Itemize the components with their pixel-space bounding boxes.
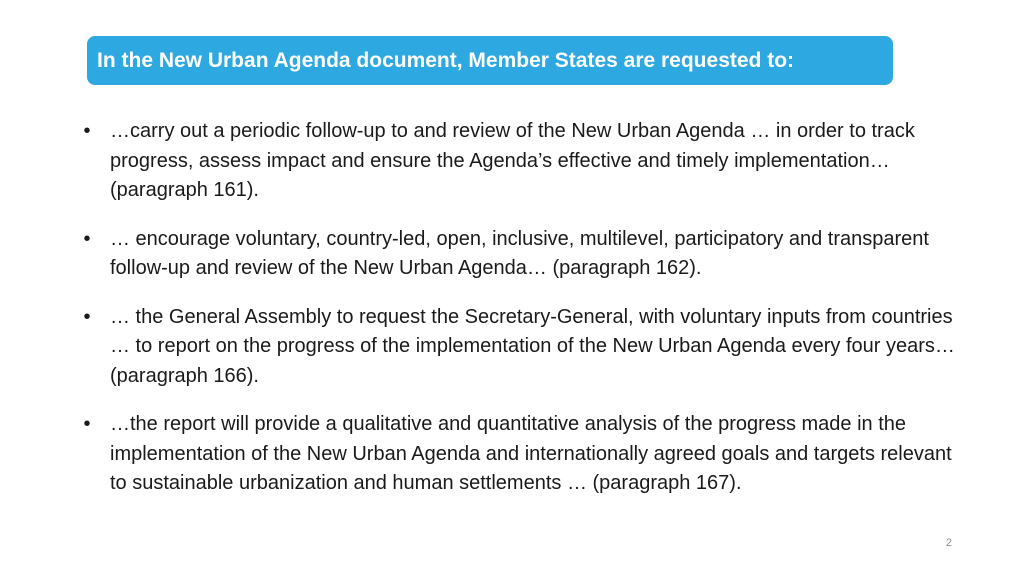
bullet-marker-icon: •: [83, 120, 91, 142]
bullet-marker-icon: •: [83, 305, 91, 328]
bullet-text: … the General Assembly to request the Secretary-General, with voluntary inputs from countries … to report on the progress of the implementation of the New Urban Agenda every four years… (paragraph 166).: [110, 305, 955, 387]
bullet-text: … encourage voluntary, country-led, open, inclusive, multilevel, participatory and transparent follow-up and review of the New Urban Agenda… (paragraph 162).: [110, 227, 929, 279]
bullet-list: [80, 117, 970, 518]
header-title: In the New Urban Agenda document, Member States are requested to:: [97, 48, 795, 72]
bullet-item: [80, 117, 970, 206]
bullet-item: [80, 410, 970, 499]
bullet-marker-icon: •: [83, 227, 91, 250]
bullet-text: …carry out a periodic follow-up to and review of the New Urban Agenda … in order to track progress, assess impact and ensure the Agenda’s effective and timely implementation… (paragraph 161).: [110, 120, 915, 201]
bullet-text: …the report will provide a qualitative and quantitative analysis of the progress made in the implementation of the New Urban Agenda and internationally agreed goals and targets relevant to sustainable urbanization and human settlements … (paragraph 167).: [110, 413, 952, 494]
bullet-marker-icon: •: [83, 413, 91, 435]
bullet-item: [80, 303, 970, 392]
bullet-item: [80, 225, 970, 284]
header-banner: [87, 36, 893, 85]
page-number: 2: [945, 537, 952, 549]
